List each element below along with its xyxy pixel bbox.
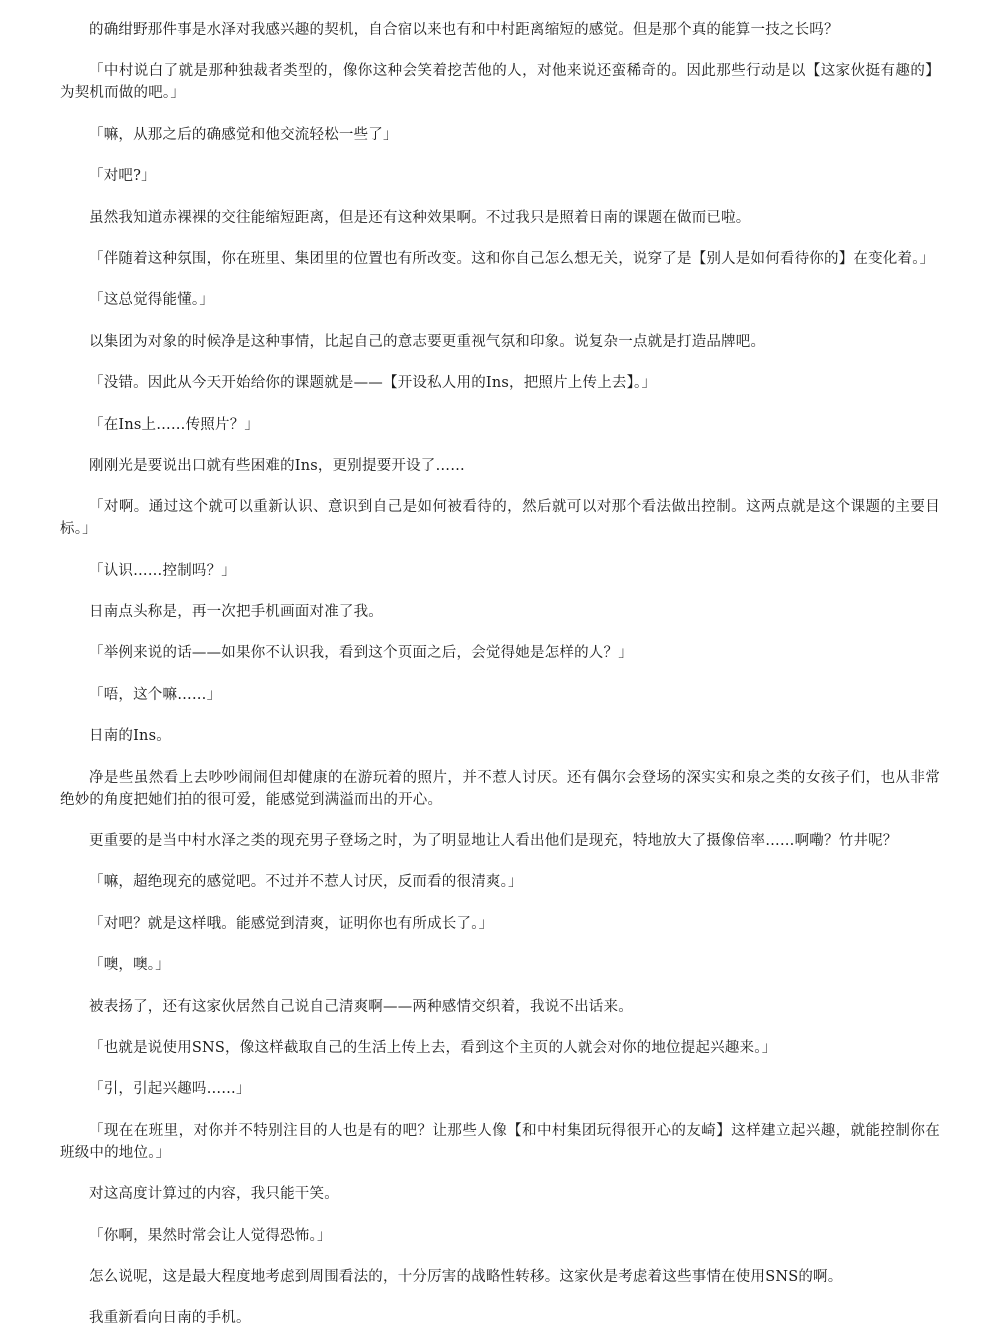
paragraph: 「唔，这个嘛……」 [89,686,222,703]
paragraph: 「认识……控制吗？」 [89,562,236,579]
paragraph: 虽然我知道赤裸裸的交往能缩短距离，但是还有这种效果啊。不过我只是照着日南的课题在做而已啦。 [89,209,751,226]
paragraph: 被表扬了，还有这家伙居然自己说自己清爽啊——两种感情交织着，我说不出话来。 [89,998,633,1015]
paragraph: 「在Ins上……传照片？」 [89,416,260,433]
paragraph: 「现在在班里，对你并不特别注目的人也是有的吧？让那些人像【和中村集团玩得很开心的友崎】这样建立起兴趣，就能控制你在班级中的地位。」 [60,1122,940,1161]
paragraph: 「对啊。通过这个就可以重新认识、意识到自己是如何被看待的，然后就可以对那个看法做出控制。这两点就是这个课题的主要目标。」 [60,499,940,538]
paragraph: 净是些虽然看上去吵吵闹闹但却健康的在游玩着的照片，并不惹人讨厌。还有偶尔会登场的深实实和泉之类的女孩子们，也从非常绝妙的角度把她们拍的很可爱，能感觉到满溢而出的开心。 [60,769,940,808]
paragraph: 以集团为对象的时候净是这种事情，比起自己的意志要更重视气氛和印象。说复杂一点就是打造品牌吧。 [89,333,766,350]
paragraph: 「也就是说使用SNS，像这样截取自己的生活上传上去，看到这个主页的人就会对你的地位提起兴趣来。」 [89,1039,777,1056]
paragraph: 「中村说白了就是那种独裁者类型的，像你这种会笑着挖苦他的人，对他来说还蛮稀奇的。因此那些行动是以【这家伙挺有趣的】为契机而做的吧。」 [60,63,940,102]
paragraph: 「没错。因此从今天开始给你的课题就是——【开设私人用的Ins，把照片上传上去】。」 [89,375,657,392]
paragraph: 怎么说呢，这是最大程度地考虑到周围看法的，十分厉害的战略性转移。这家伙是考虑着这些事情在使用SNS的啊。 [89,1268,843,1285]
paragraph: 刚刚光是要说出口就有些困难的Ins，更别提要开设了…… [89,457,465,474]
paragraph: 「嘛，超绝现充的感觉吧。不过并不惹人讨厌，反而看的很清爽。」 [89,874,523,891]
paragraph: 「你啊，果然时常会让人觉得恐怖。」 [89,1227,332,1244]
paragraph: 「伴随着这种氛围，你在班里、集团里的位置也有所改变。这和你自己怎么想无关，说穿了是【别人是如何看待你的】在变化着。」 [89,250,935,267]
paragraph: 「对吧?」 [89,168,156,185]
paragraph: 日南的Ins。 [89,728,171,745]
paragraph: 「举例来说的话——如果你不认识我，看到这个页面之后，会觉得她是怎样的人？」 [89,645,633,662]
paragraph: 「这总觉得能懂。」 [89,292,215,309]
paragraph: 对这高度计算过的内容，我只能干笑。 [89,1186,339,1203]
paragraph: 更重要的是当中村水泽之类的现充男子登场之时，为了明显地让人看出他们是现充，特地放大了摄像倍率……啊嘞？竹井呢？ [89,833,898,850]
paragraph: 「引，引起兴趣吗……」 [89,1081,251,1098]
paragraph: 「噢，噢。」 [89,957,170,974]
paragraph: 「嘛，从那之后的确感觉和他交流轻松一些了」 [89,126,398,143]
paragraph: 我重新看向日南的手机。 [89,1310,251,1327]
paragraph: 的确绀野那件事是水泽对我感兴趣的契机，自合宿以来也有和中村距离缩短的感觉。但是那个真的能算一技之长吗？ [89,22,839,38]
paragraph: 日南点头称是，再一次把手机画面对准了我。 [89,604,383,621]
paragraph: 「对吧？就是这样哦。能感觉到清爽，证明你也有所成长了。」 [89,915,494,932]
